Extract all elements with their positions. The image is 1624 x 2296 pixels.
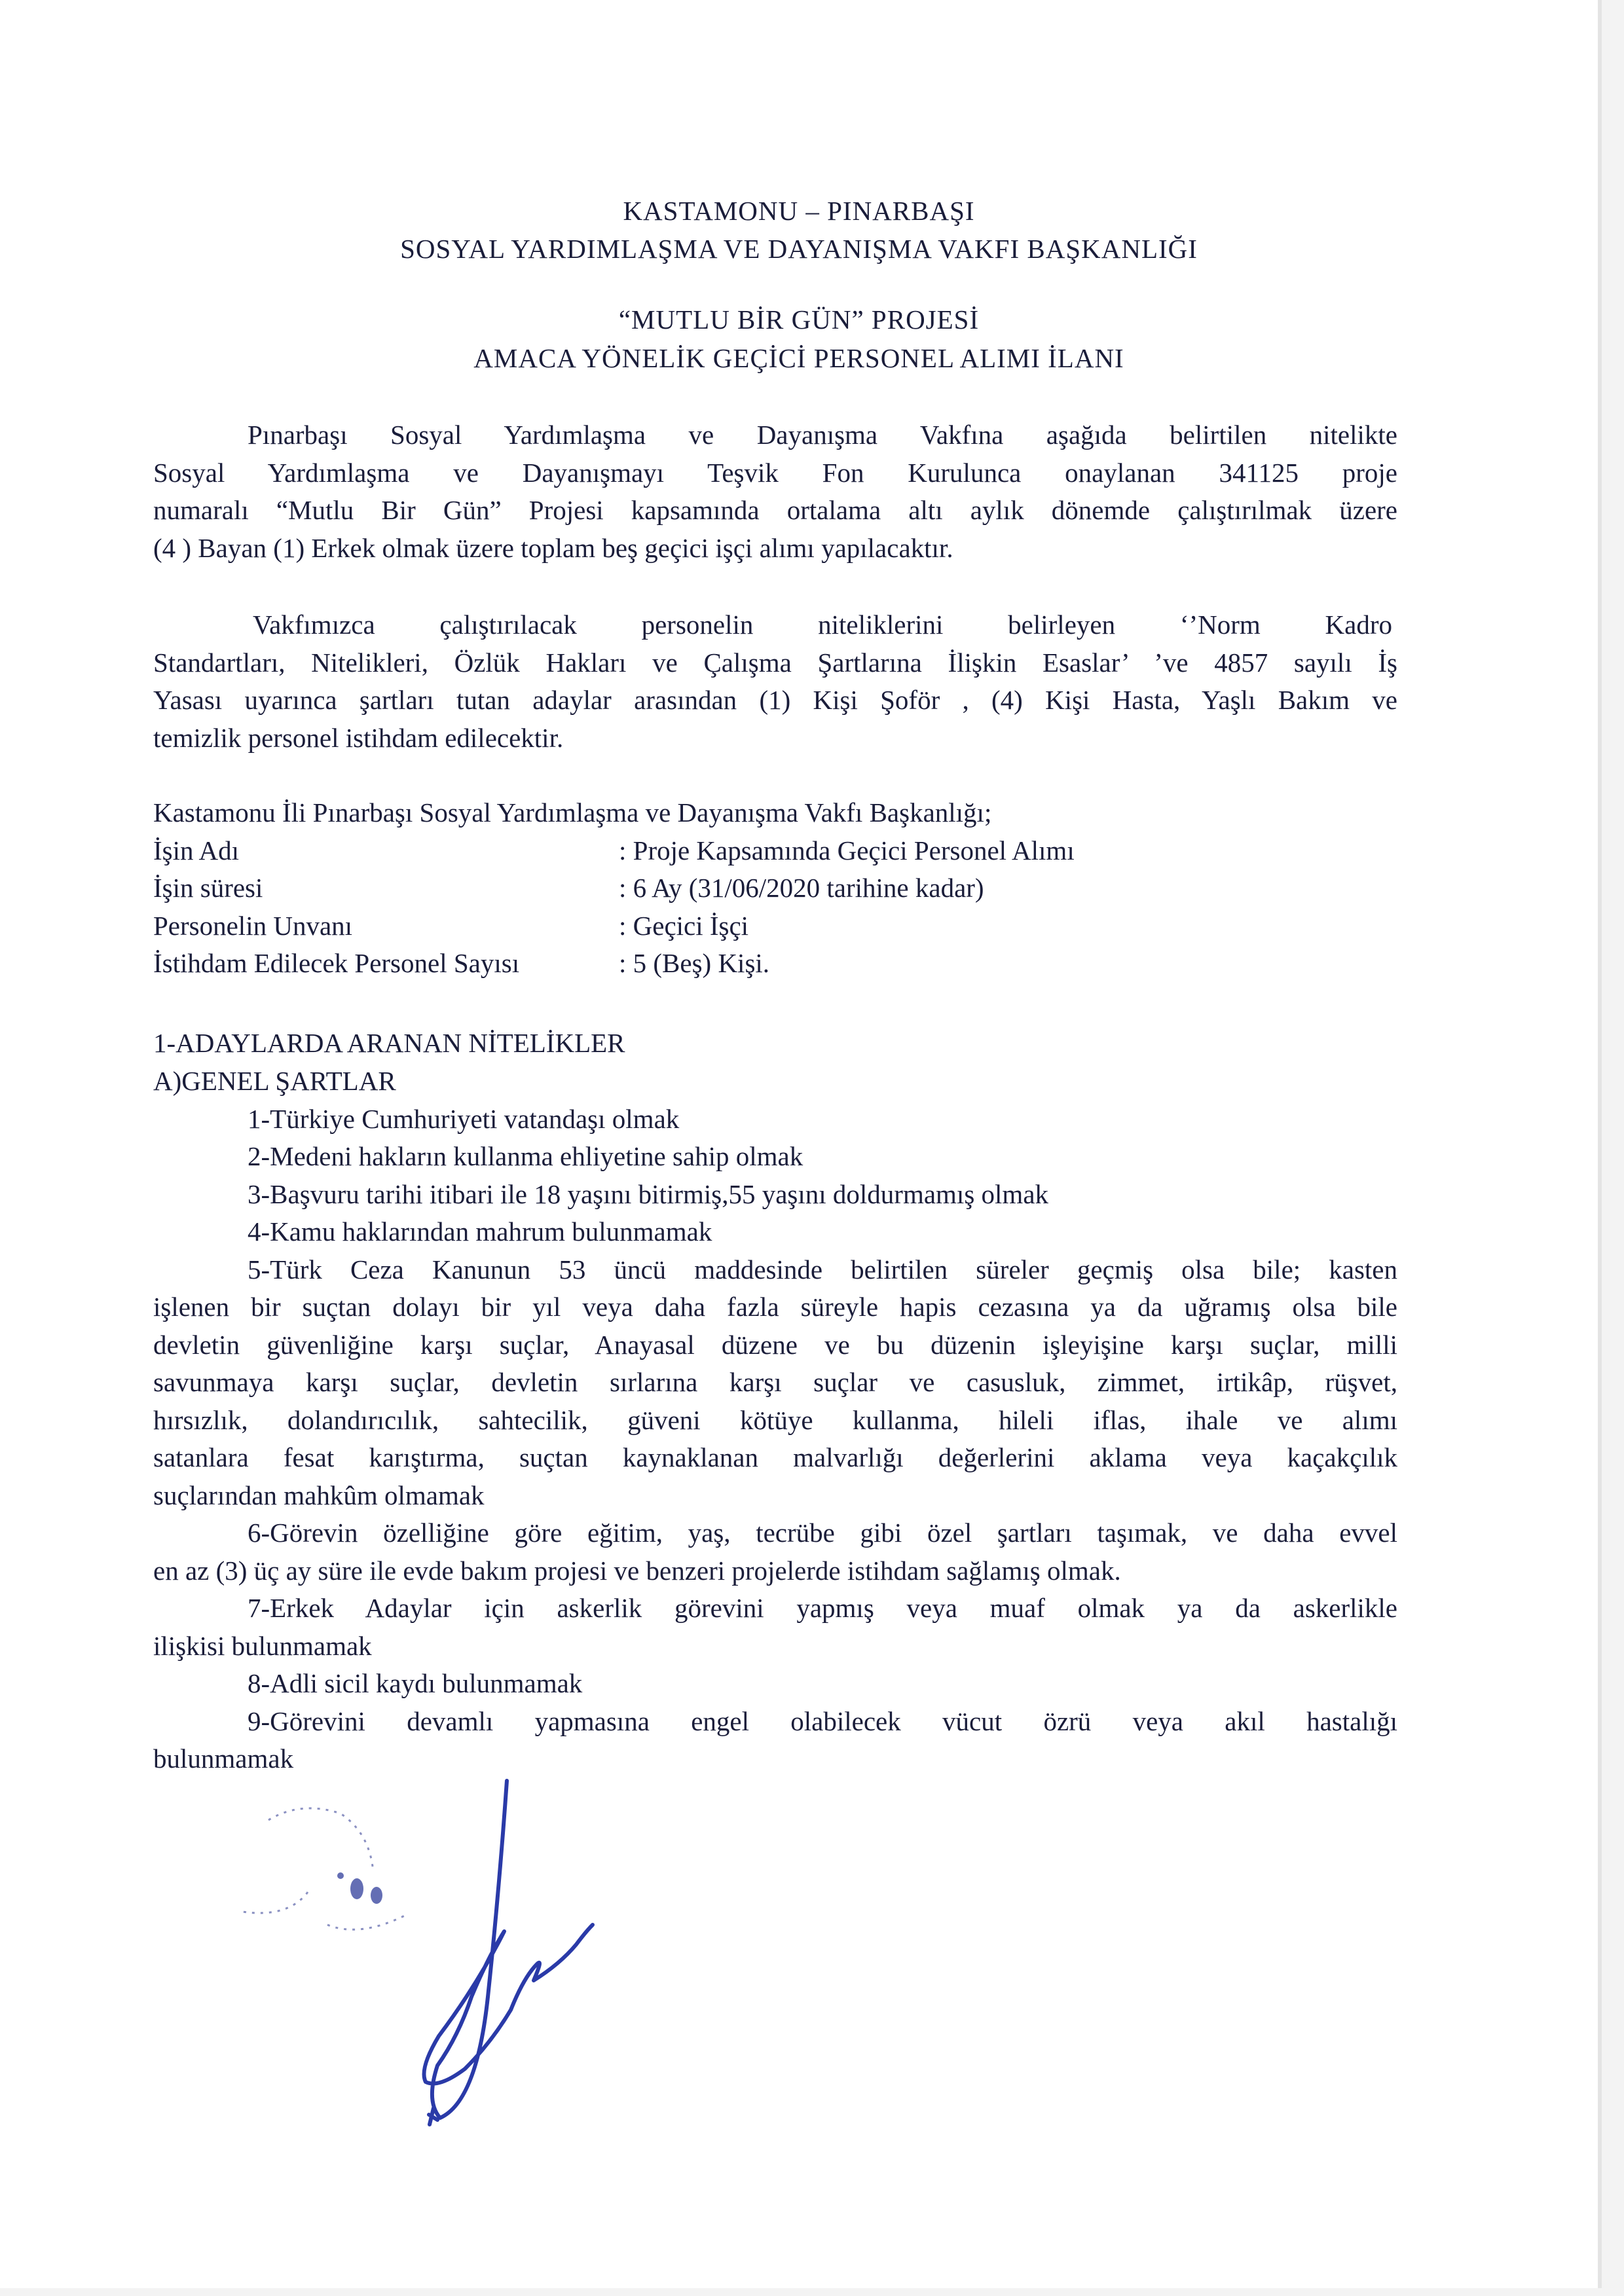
requirement-line: bulunmamak xyxy=(153,1743,294,1774)
requirement-line: hırsızlık, dolandırıcılık, sahtecilik, güveni kötüye kullanma, hileli iflas, ihale ve alımı xyxy=(153,1405,1397,1435)
signature-and-stamp xyxy=(229,1761,622,2154)
intro-p1-line: Pınarbaşı Sosyal Yardımlaşma ve Dayanışma Vakfına aşağıda belirtilen nitelikte xyxy=(248,420,1397,450)
requirement-item: 8-Adli sicil kaydı bulunmamak xyxy=(248,1668,583,1698)
details-intro: Kastamonu İli Pınarbaşı Sosyal Yardımlaşma ve Dayanışma Vakfı Başkanlığı; xyxy=(153,797,992,828)
detail-label: İstihdam Edilecek Personel Sayısı xyxy=(153,948,520,978)
intro-p1-line: (4 ) Bayan (1) Erkek olmak üzere toplam beş geçici işçi alımı yapılacaktır. xyxy=(153,533,953,563)
requirement-item: 2-Medeni hakların kullanma ehliyetine sahip olmak xyxy=(248,1141,803,1171)
header-announcement: AMACA YÖNELİK GEÇİCİ PERSONEL ALIMI İLANI xyxy=(473,343,1124,373)
subsection-title: A)GENEL ŞARTLAR xyxy=(153,1066,396,1096)
requirement-line: satanlara fesat karıştırma, suçtan kaynaklanan malvarlığı değerlerini aklama veya kaçakçılık xyxy=(153,1442,1397,1472)
header-municipality: KASTAMONU – PINARBAŞI xyxy=(623,196,975,226)
requirement-line: devletin güvenliğine karşı suçlar, Anayasal düzene ve bu düzenin işleyişine karşı suçlar, milli xyxy=(153,1330,1397,1360)
intro-p2-line: Vakfımızca çalıştırılacak personelin niteliklerini belirleyen ‘’Norm Kadro xyxy=(253,610,1392,640)
intro-p1-line: numaralı “Mutlu Bir Gün” Projesi kapsamında ortalama altı aylık dönemde çalıştırılmak üzere xyxy=(153,495,1397,525)
requirement-item: 4-Kamu haklarından mahrum bulunmamak xyxy=(248,1216,712,1247)
requirement-item: 3-Başvuru tarihi itibari ile 18 yaşını bitirmiş,55 yaşını doldurmamış olmak xyxy=(248,1179,1049,1209)
requirement-item: 6-Görevin özelliğine göre eğitim, yaş, tecrübe gibi özel şartları taşımak, ve daha evvel xyxy=(248,1518,1397,1548)
requirement-line: savunmaya karşı suçlar, devletin sırlarına karşı suçlar ve casusluk, zimmet, irtikâp, rüşvet, xyxy=(153,1367,1397,1397)
intro-p2-line: Standartları, Nitelikleri, Özlük Hakları ve Çalışma Şartlarına İlişkin Esaslar’ ’ve 4857 sayılı İş xyxy=(153,647,1397,678)
requirement-line: en az (3) üç ay süre ile evde bakım projesi ve benzeri projelerde istihdam sağlamış olmak. xyxy=(153,1556,1121,1586)
requirement-item: 5-Türk Ceza Kanunun 53 üncü maddesinde belirtilen süreler geçmiş olsa bile; kasten xyxy=(248,1254,1397,1285)
detail-value: : 6 Ay (31/06/2020 tarihine kadar) xyxy=(619,873,984,903)
detail-label: İşin Adı xyxy=(153,835,239,866)
header-project: “MUTLU BİR GÜN” PROJESİ xyxy=(618,304,980,335)
detail-value: : Proje Kapsamında Geçici Personel Alımı xyxy=(619,835,1075,866)
requirement-item: 7-Erkek Adaylar için askerlik görevini yapmış veya muaf olmak ya da askerlikle xyxy=(248,1593,1397,1623)
intro-p2-line: temizlik personel istihdam edilecektir. xyxy=(153,723,564,753)
requirement-item: 9-Görevini devamlı yapmasına engel olabilecek vücut özrü veya akıl hastalığı xyxy=(248,1706,1397,1736)
detail-value: : Geçici İşçi xyxy=(619,911,749,941)
requirement-item: 1-Türkiye Cumhuriyeti vatandaşı olmak xyxy=(248,1104,680,1134)
requirement-line: işlenen bir suçtan dolayı bir yıl veya daha fazla süreyle hapis cezasına ya da uğramış olsa bile xyxy=(153,1292,1397,1322)
detail-label: İşin süresi xyxy=(153,873,263,903)
intro-p1-line: Sosyal Yardımlaşma ve Dayanışmayı Teşvik Fon Kurulunca onaylanan 341125 proje xyxy=(153,458,1397,488)
header-foundation: SOSYAL YARDIMLAŞMA VE DAYANIŞMA VAKFI BAŞKANLIĞI xyxy=(400,234,1198,264)
intro-p2-line: Yasası uyarınca şartları tutan adaylar arasından (1) Kişi Şoför , (4) Kişi Hasta, Yaşlı Bakım ve xyxy=(153,685,1397,715)
stamp-mark xyxy=(242,1808,406,1929)
detail-value: : 5 (Beş) Kişi. xyxy=(619,948,770,978)
detail-label: Personelin Unvanı xyxy=(153,911,353,941)
requirement-line: suçlarından mahkûm olmamak xyxy=(153,1480,485,1510)
signature-stroke xyxy=(424,1781,593,2118)
section-title: 1-ADAYLARDA ARANAN NİTELİKLER xyxy=(153,1028,625,1058)
requirement-line: ilişkisi bulunmamak xyxy=(153,1631,372,1661)
